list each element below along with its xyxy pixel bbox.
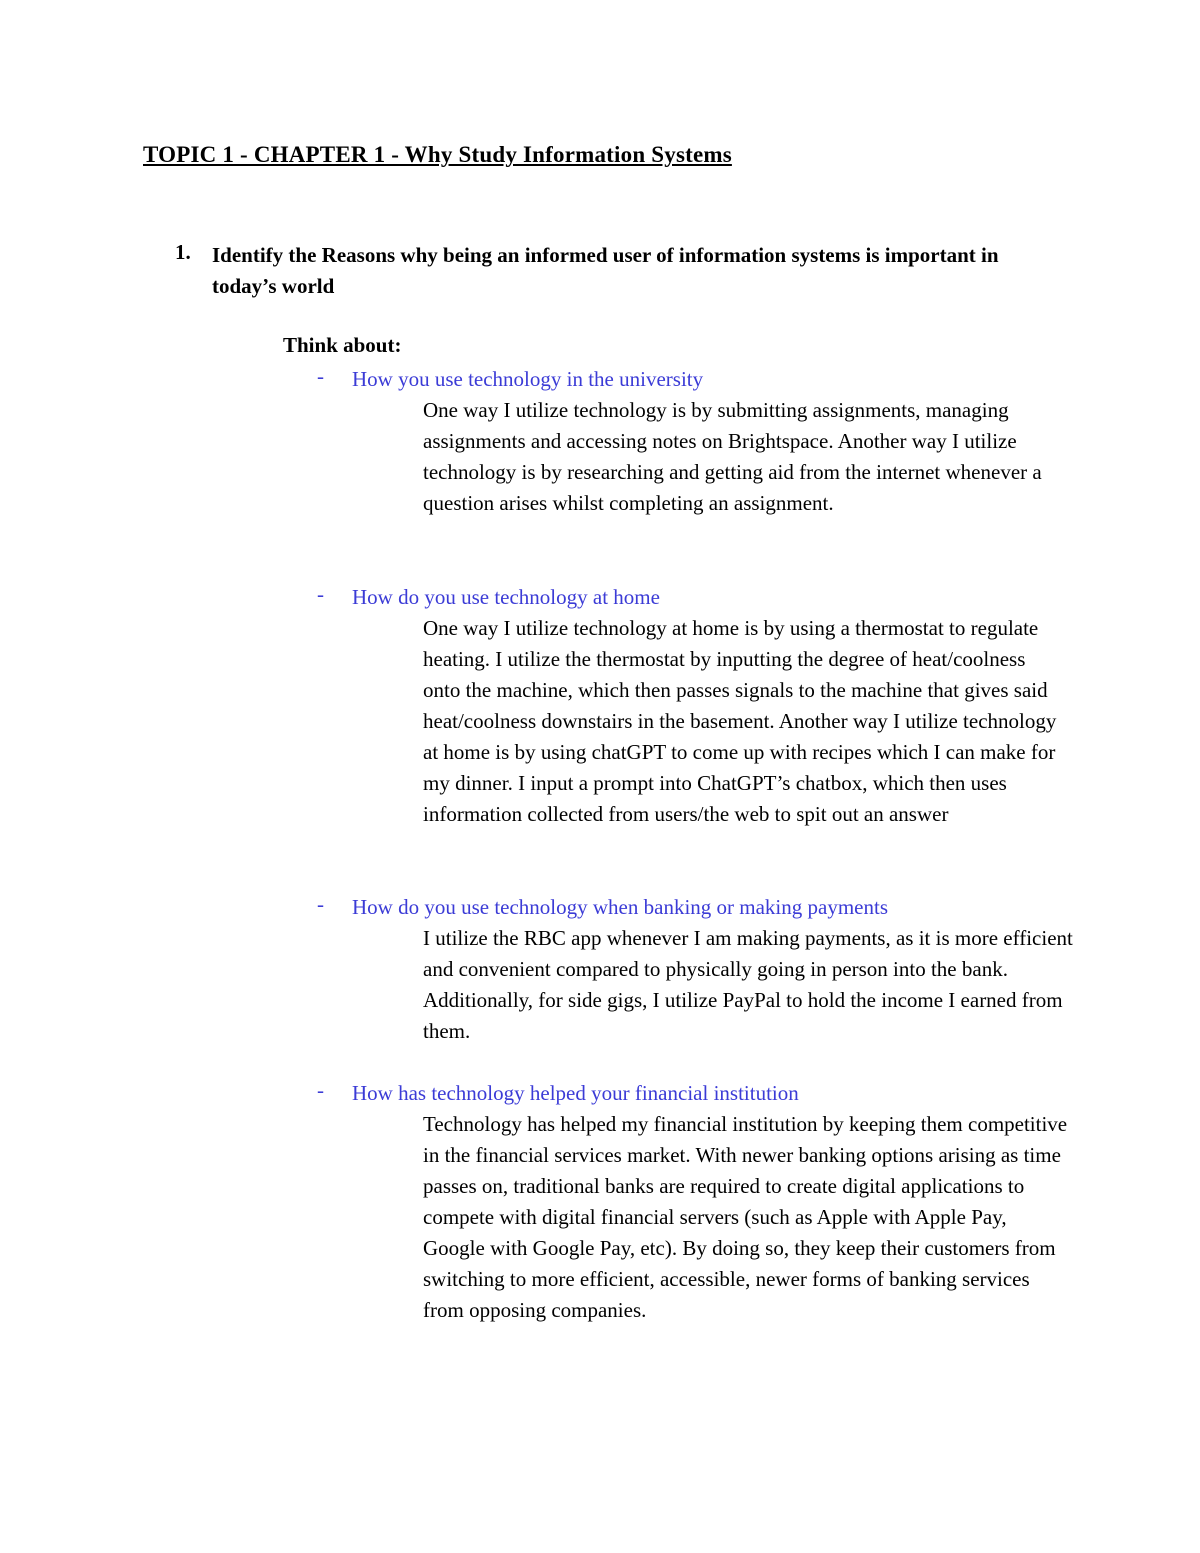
bullet-prompt: How you use technology in the university	[352, 367, 704, 391]
bullet-dash: -	[317, 1078, 324, 1102]
bullet-dash: -	[317, 892, 324, 916]
question-number: 1.	[175, 240, 191, 264]
bullet-answer: Technology has helped my financial institution by keeping them competitive in the financial services market. With newer banking options arising as time passes on, traditional banks are required to create digital applications to compete with digital financial servers (such as Apple with Apple Pay, Google with Google Pay, etc). By doing so, they keep their customers from switching to more efficient, accessible, newer forms of banking services from opposing companies.	[423, 1112, 1068, 1322]
bullet-answer: One way I utilize technology is by submitting assignments, managing assignments and accessing notes on Brightspace. Another way I utilize technology is by researching and getting aid from the internet whenever a question arises whilst completing an assignment.	[423, 398, 1042, 515]
bullet-dash: -	[317, 582, 324, 606]
question-text: Identify the Reasons why being an informed user of information systems is important in today’s world	[212, 243, 999, 298]
bullet-prompt: How has technology helped your financial institution	[352, 1081, 799, 1105]
bullet-prompt: How do you use technology at home	[352, 585, 660, 609]
bullet-dash: -	[317, 364, 324, 388]
bullet-answer: One way I utilize technology at home is by using a thermostat to regulate heating. I utilize the thermostat by inputting the degree of heat/coolness onto the machine, which then passes signals to the machine that gives said heat/coolness downstairs in the basement. Another way I utilize technology at home is by using chatGPT to come up with recipes which I can make for my dinner. I input a prompt into ChatGPT’s chatbox, which then uses information collected from users/the web to spit out an answer	[423, 616, 1057, 826]
think-about-label: Think about:	[283, 333, 402, 357]
bullet-answer: I utilize the RBC app whenever I am making payments, as it is more efficient and convenient compared to physically going in person into the bank. Additionally, for side gigs, I utilize PayPal to hold the income I earned from them.	[423, 926, 1073, 1043]
bullet-prompt: How do you use technology when banking or making payments	[352, 895, 888, 919]
page-title: TOPIC 1 - CHAPTER 1 - Why Study Information Systems	[143, 142, 732, 167]
